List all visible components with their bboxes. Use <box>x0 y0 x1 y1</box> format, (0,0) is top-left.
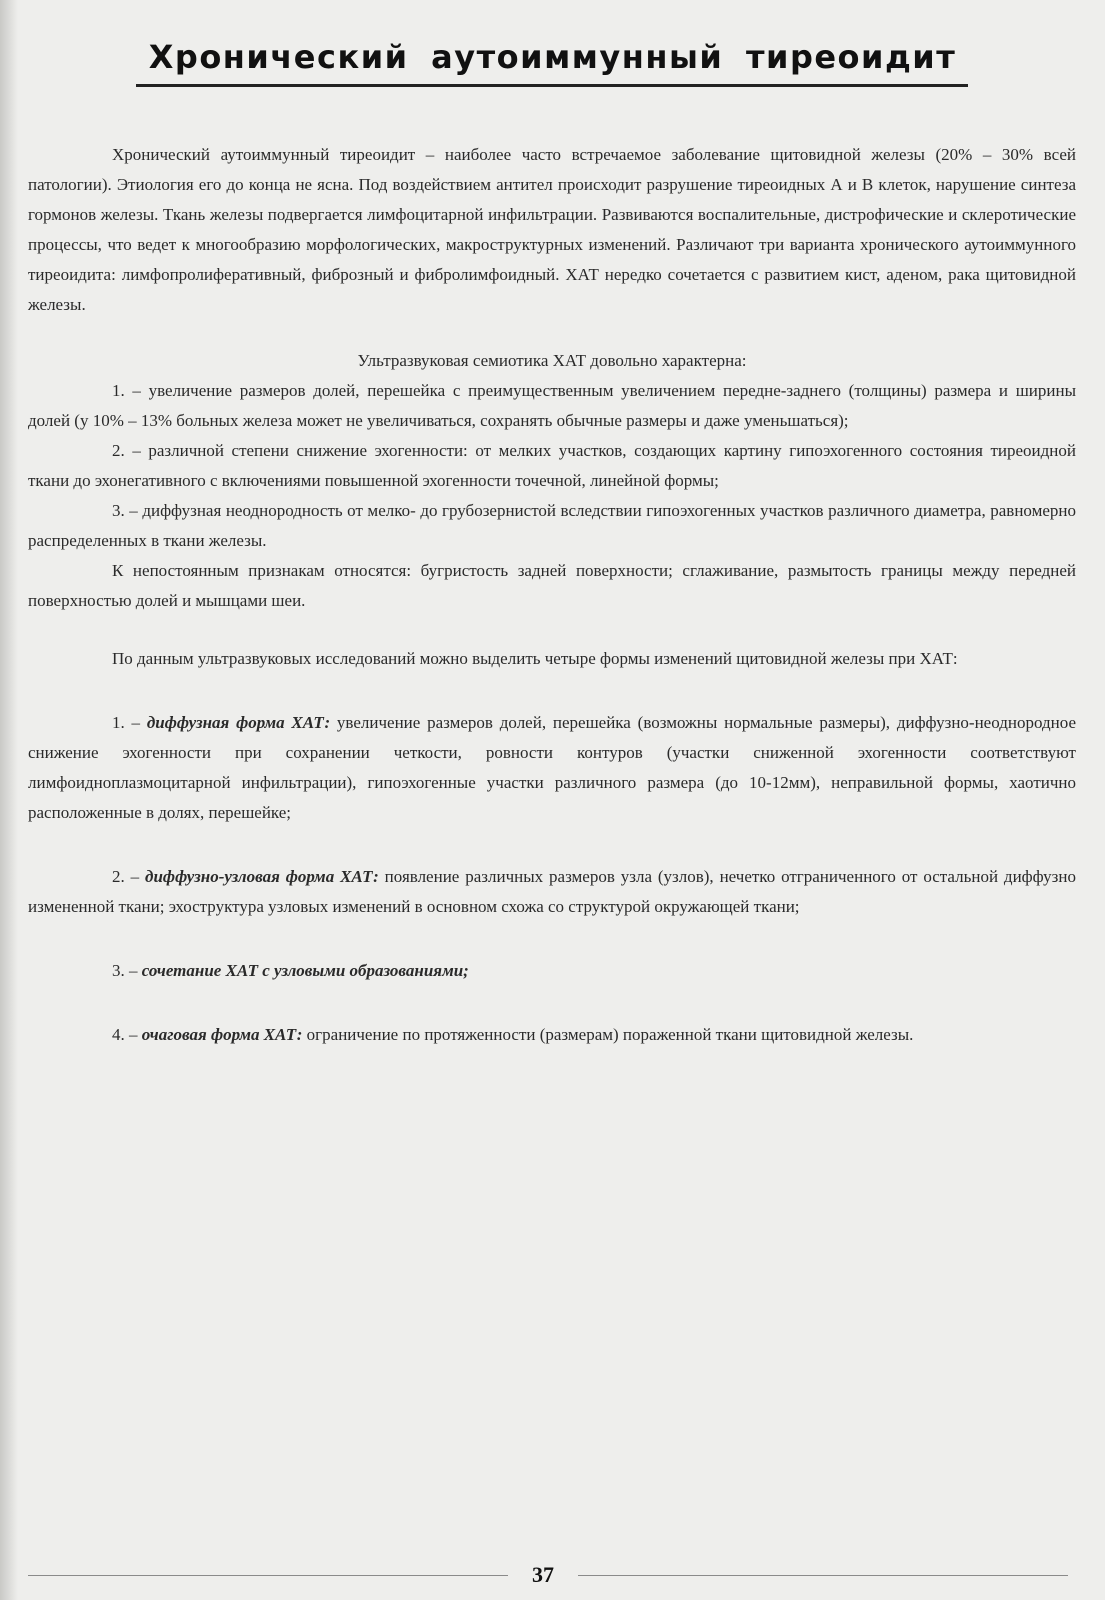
form-item <box>28 708 1076 828</box>
footer-rule-left <box>28 1575 508 1576</box>
title-underline <box>136 84 968 87</box>
sign-item: 3. – диффузная неоднородность от мелко- до грубозернистой вследствии гипоэхогенных участков различного диаметра, равномерно распределенных в ткани железы. <box>28 501 1076 550</box>
semiotics-heading: Ультразвуковая семиотика ХАТ довольно характерна: <box>357 351 747 370</box>
page-number: 37 <box>532 1562 554 1587</box>
form-term: диффузно-узловая форма ХАТ: <box>145 867 379 886</box>
form-description: появление различных размеров узла (узлов), нечетко отграниченного от остальной диффузно измененной ткани; эхоструктура узловых изменений в основном схожа со структурой окружающей ткани; <box>28 867 1076 916</box>
page-edge-shadow <box>0 0 18 1600</box>
form-description: увеличение размеров долей, перешейка (возможны нормальные размеры), диффузно-неоднородное снижение эхогенности при сохранении четкости, ровности контуров (участки сниженной эхогенности соответствуют лимфоидноплазмоцитарной инфильтрации), гипоэхогенные участки различного размера (до 10-12мм), неправильной формы, хаотично расположенные в долях, перешейке; <box>28 713 1076 822</box>
form-term: сочетание ХАТ с узловыми образованиями; <box>141 961 469 980</box>
sign-item: 2. – различной степени снижение эхогенности: от мелких участков, создающих картину гипоэхогенного состояния тиреоидной ткани до эхонегативного с включениями повышенной эхогенности точечной, линейной формы; <box>28 441 1076 490</box>
form-item <box>28 956 1076 986</box>
form-term: диффузная форма ХАТ: <box>146 713 331 732</box>
form-description: ограничение по протяженности (размерам) пораженной ткани щитовидной железы. <box>302 1025 914 1044</box>
sign-item: К непостоянным признакам относятся: бугристость задней поверхности; сглаживание, размытость границы между передней поверхностью долей и мышцами шеи. <box>28 561 1076 610</box>
form-item <box>28 862 1076 922</box>
form-number: 2. – <box>112 867 146 886</box>
form-term: очаговая форма ХАТ: <box>141 1025 303 1044</box>
intro-paragraph: Хронический аутоиммунный тиреоидит – наиболее часто встречаемое заболевание щитовидной железы (20% – 30% всей патологии). Этиология его до конца не ясна. Под воздействием антител происходит разрушение тиреоидных А и В клеток, нарушение синтеза гормонов железы. Ткань железы подвергается лимфоцитарной инфильтрации. Развиваются воспалительные, дистрофические и склеротические процессы, что ведет к многообразию морфологических, макроструктурных изменений. Различают три варианта хронического аутоиммунного тиреоидита: лимфопролиферативный, фиброзный и фибролимфоидный. ХАТ нередко сочетается с развитием кист, аденом, рака щитовидной железы. <box>28 145 1076 314</box>
forms-intro: По данным ультразвуковых исследований можно выделить четыре формы изменений щитовидной железы при ХАТ: <box>112 649 958 668</box>
form-number: 4. – <box>112 1025 142 1044</box>
page-title: Хронический аутоиммунный тиреоидит <box>148 38 957 76</box>
sign-item: 1. – увеличение размеров долей, перешейка с преимущественным увеличением передне-заднего (толщины) размера и ширины долей (у 10% – 13% больных железа может не увеличиваться, сохранять обычные размеры и даже уменьшаться); <box>28 381 1076 430</box>
footer-rule-right <box>578 1575 1068 1576</box>
article-body <box>28 140 1076 1050</box>
form-number: 1. – <box>112 713 147 732</box>
form-item <box>28 1020 1076 1050</box>
form-number: 3. – <box>112 961 142 980</box>
